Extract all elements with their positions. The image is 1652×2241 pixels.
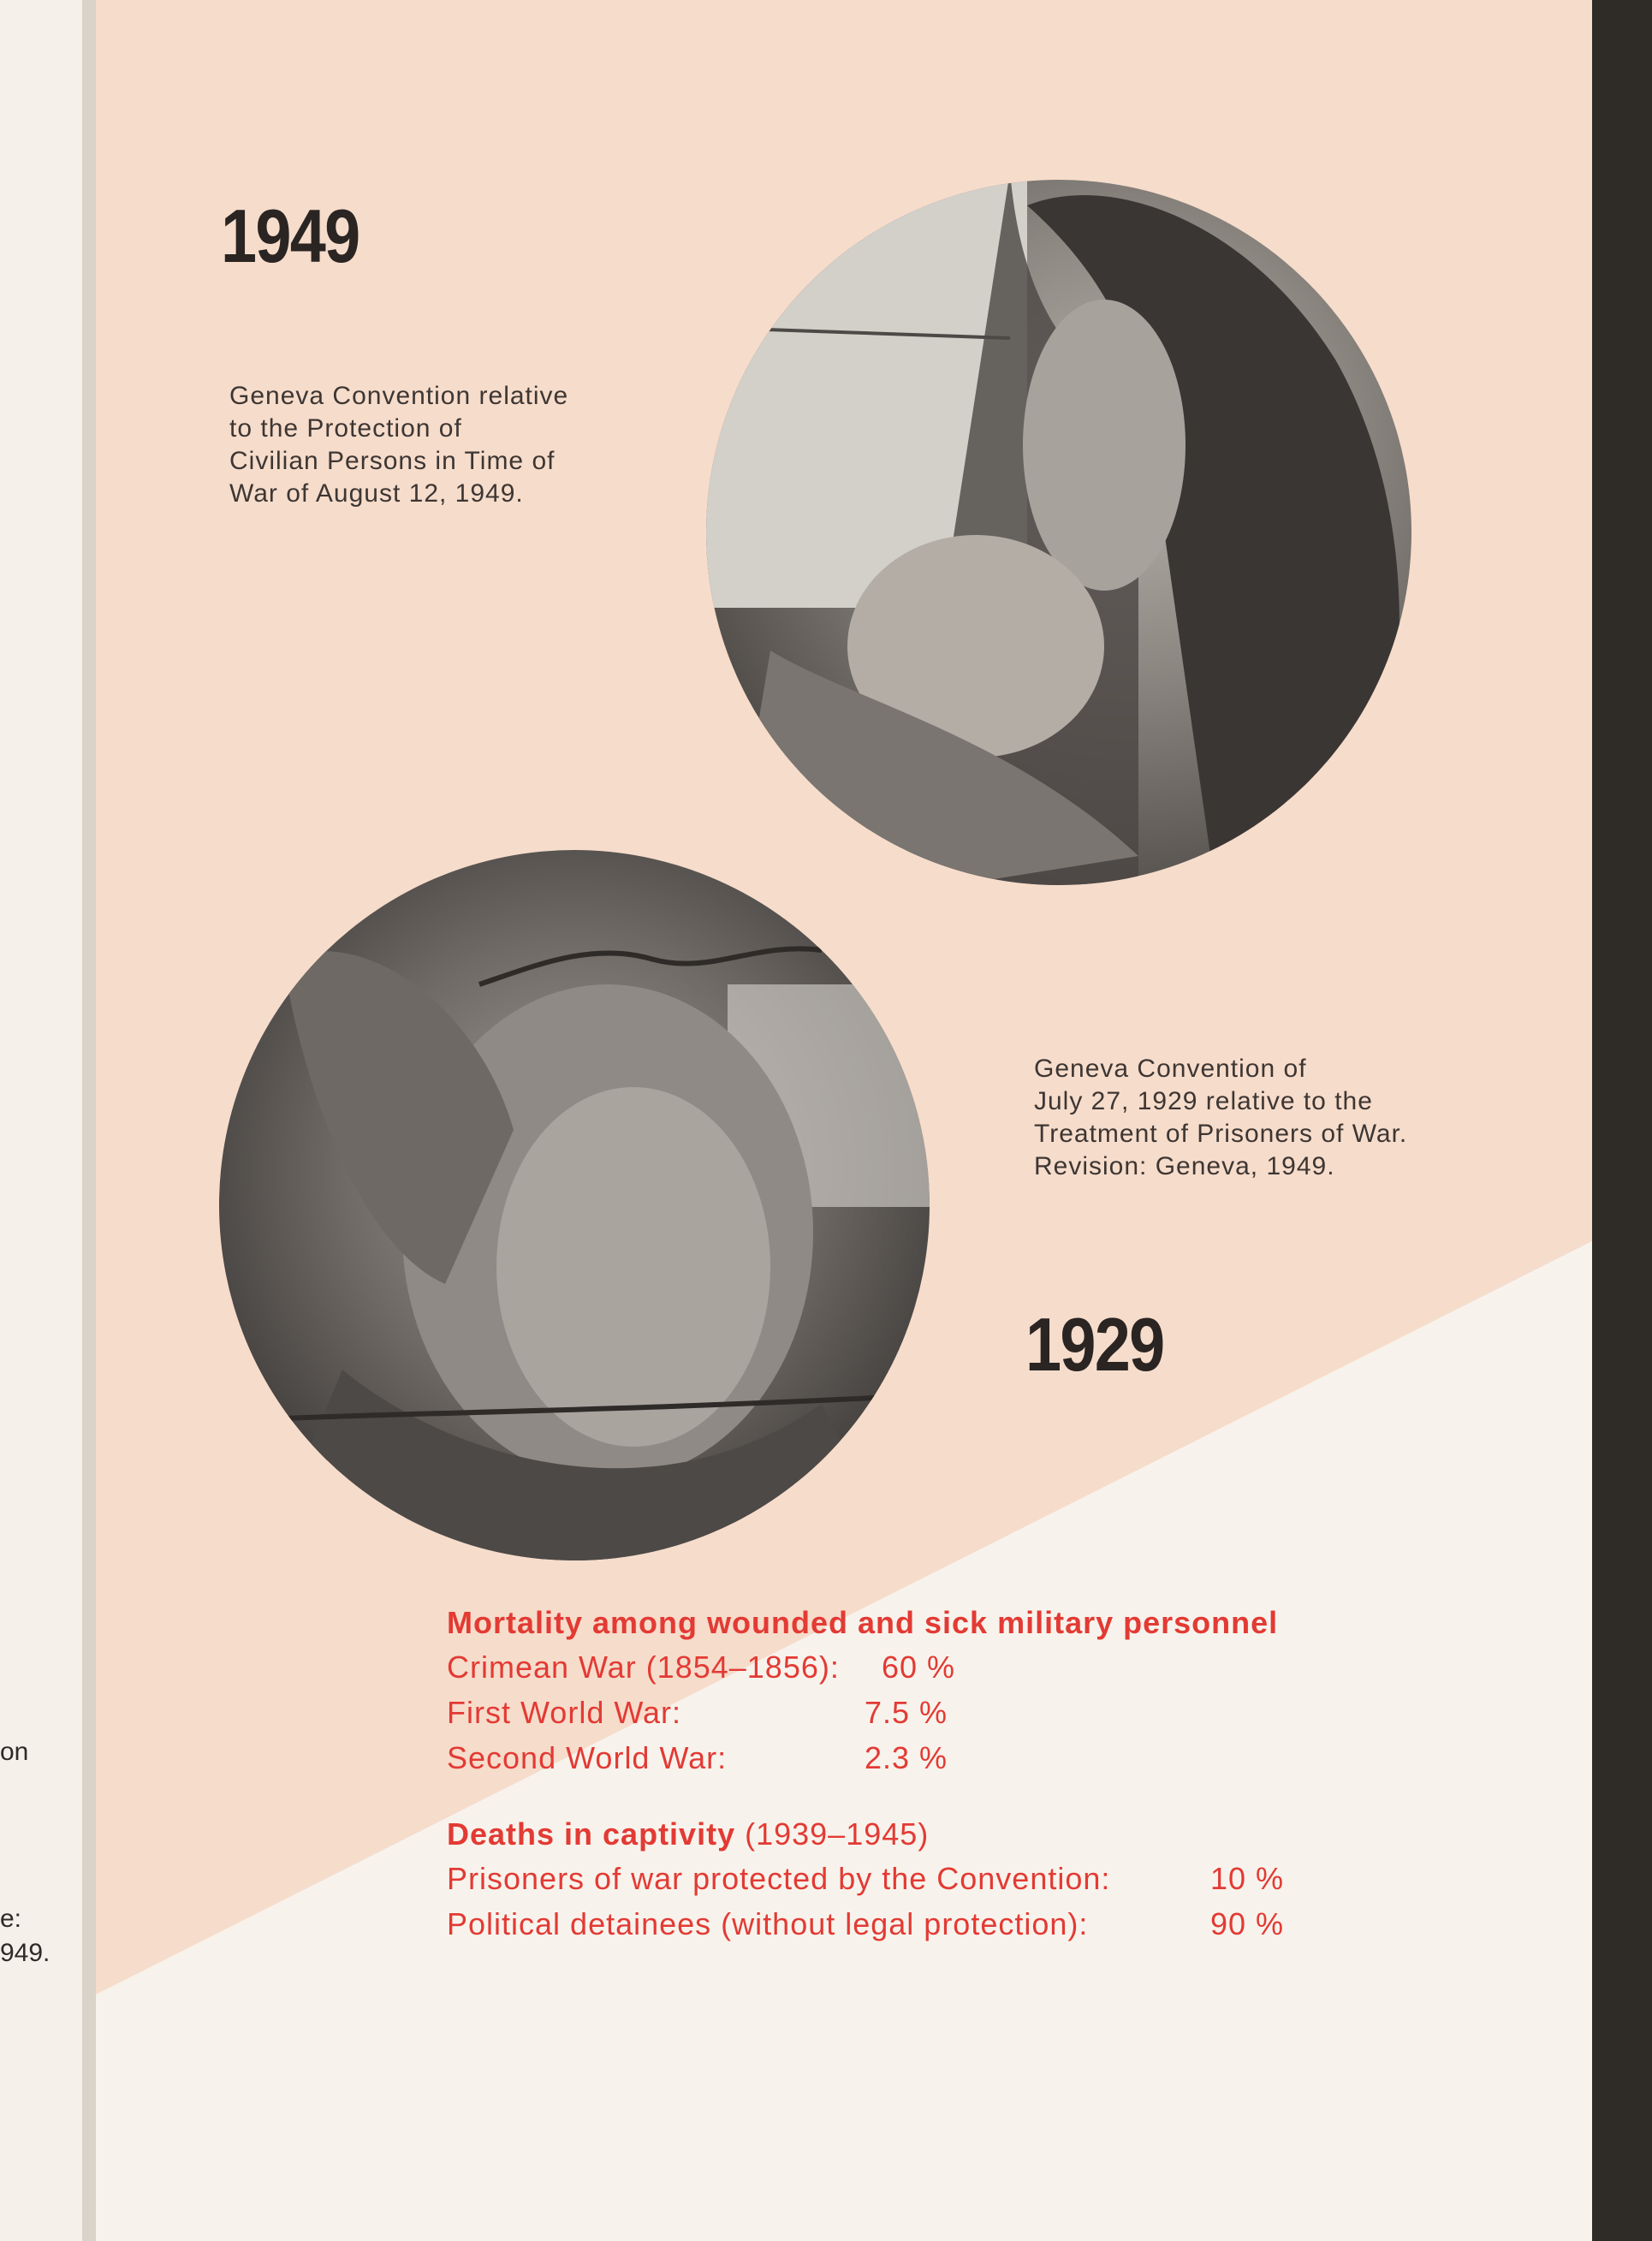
caption-1949-line-2: to the Protection of <box>229 414 462 443</box>
mortality-row-ww1 <box>447 1695 1278 1740</box>
caption-1949-line-3: Civilian Persons in Time of <box>229 447 556 475</box>
mortality-heading: Mortality among wounded and sick military personnel <box>447 1605 1279 1640</box>
mortality-value: 60 % <box>882 1650 956 1685</box>
caption-1949-line-1: Geneva Convention relative <box>229 382 569 410</box>
captivity-heading-range: (1939–1945) <box>745 1816 930 1852</box>
captivity-heading <box>447 1816 1278 1861</box>
mortality-label: Crimean War (1854–1856): <box>447 1650 840 1685</box>
mortality-label: Second World War: <box>447 1740 728 1775</box>
left-page-fragment-3: 949. <box>0 1939 51 1967</box>
captivity-value: 90 % <box>1210 1906 1285 1941</box>
caption-1929-line-3: Treatment of Prisoners of War. <box>1034 1120 1408 1148</box>
year-1949-heading: 1949 <box>221 193 360 278</box>
caption-1929-line-2: July 27, 1929 relative to the <box>1034 1087 1373 1115</box>
caption-1949-line-4: War of August 12, 1949. <box>229 479 524 508</box>
year-1929-heading: 1929 <box>1025 1302 1164 1387</box>
caption-1929-line-4: Revision: Geneva, 1949. <box>1034 1152 1335 1180</box>
caption-1949 <box>229 380 568 510</box>
mortality-value: 2.3 % <box>865 1740 948 1775</box>
captivity-label: Political detainees (without legal protection): <box>447 1906 1089 1941</box>
statistics-block <box>447 1605 1285 1952</box>
left-page-fragment-1: on <box>0 1738 29 1766</box>
captivity-heading-title: Deaths in captivity <box>447 1816 736 1852</box>
captivity-row-political <box>447 1906 1285 1952</box>
caption-1929-line-1: Geneva Convention of <box>1034 1055 1307 1083</box>
caption-1929 <box>1034 1053 1407 1183</box>
mortality-row-crimean <box>447 1650 1278 1695</box>
mortality-label: First World War: <box>447 1695 681 1730</box>
captivity-row-pow <box>447 1861 1285 1906</box>
captivity-label: Prisoners of war protected by the Convention: <box>447 1861 1111 1896</box>
captivity-value: 10 % <box>1210 1861 1285 1896</box>
left-page-fragment-2: e: <box>0 1905 22 1933</box>
mortality-row-ww2 <box>447 1740 1278 1786</box>
mortality-value: 7.5 % <box>865 1695 948 1730</box>
